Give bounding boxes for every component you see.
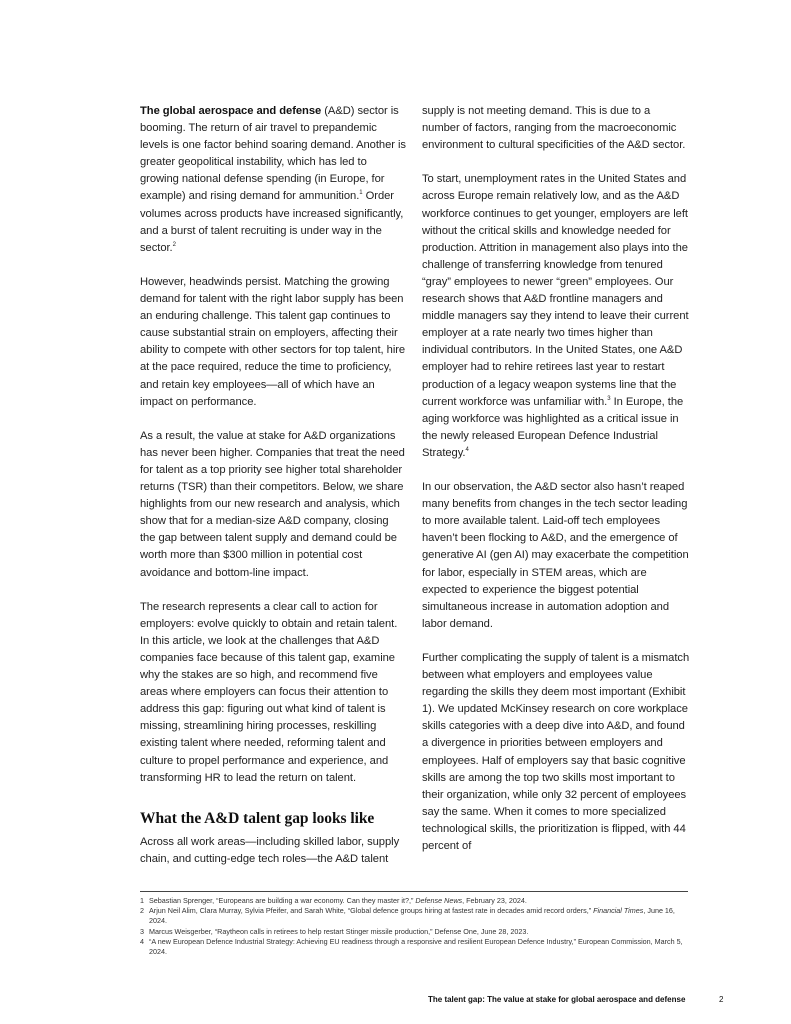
body-paragraph: Further complicating the supply of talent is a mismatch between what employers and employees value regarding the skills they deem most important (Exhibit 1). We updated McKinsey research on core workplace skills categories with a deep dive into A&D, and found a divergence in priorities between employers and employees. Half of employers say that basic cognitive skills are among the top two skills most important to their organization, while only 32 percent of employees say the same. When it comes to more specialized technological skills, the prioritization is flipped, with 44 percent of (422, 652, 690, 853)
section-heading: What the A&D talent gap looks like (140, 809, 375, 827)
footnotes (140, 896, 688, 957)
footnote-item: 4 “A new European Defence Industrial Strategy: Achieving EU readiness through a responsive and resilient European Defence Industry,” European Commission, March 5, 2024. (140, 936, 683, 957)
body-paragraph: As a result, the value at stake for A&D organizations has never been higher. Companies that treat the need for talent as a top priority see higher total shareholder returns (TSR) than their competitors. Below, we share highlights from our new research and analysis, which show that for a median-size A&D company, closing the gap between talent supply and demand could be worth more than $300 million in potential cost avoidance and bottom-line impact. (140, 429, 405, 579)
body-paragraph: However, headwinds persist. Matching the growing demand for talent with the right labor supply has been an enduring challenge. This talent gap continues to cause substantial strain on employers, affecting their ability to compete with other sectors for top talent, hire at the pace required, reduce the time to proficiency, and retain key employees—all of which have an impact on performance. (140, 275, 406, 408)
body-paragraph: The research represents a clear call to action for employers: evolve quickly to obtain and retain talent. In this article, we look at the challenges that A&D companies face because of this talent gap, examine why the stakes are so high, and recommend five areas where employers can focus their attention to address this gap: figuring out what kind of talent is missing, streamlining hiring processes, reskilling existing talent where needed, reforming talent and culture to propel performance and experience, and transforming HR to lead the return on talent. (140, 600, 398, 784)
footnote-item: 1 Sebastian Sprenger, “Europeans are building a war economy. Can they master it?,” Defense News, February 23, 2024. (140, 896, 527, 905)
footnote-ref-3[interactable]: 3 (607, 395, 611, 402)
body-paragraph: Across all work areas—including skilled labor, supply chain, and cutting-edge tech roles—the A&D talent (140, 835, 400, 865)
intro-paragraph: The global aerospace and defense (A&D) sector is booming. The return of air travel to prepandemic levels is one factor behind soaring demand. Another is greater geopolitical instability, which has led to growing national defense spending (in Europe, for example) and rising demand for ammunition.$^1$ Order volumes across products have increased significantly, and a burst of talent recruiting is under way in the sector.$^2$ (140, 105, 406, 254)
left-column (140, 103, 407, 885)
page-number: 2 (719, 995, 724, 1004)
footnote-item: 3 Marcus Weisgerber, “Raytheon calls in retirees to help restart Stinger missile production,” Defense One, June 28, 2023. (140, 926, 529, 936)
footnote-ref-1[interactable]: 1 (359, 190, 363, 197)
intro-lead: The global aerospace and defense (140, 105, 322, 117)
body-paragraph: supply is not meeting demand. This is due to a number of factors, ranging from the macroeconomic environment to cultural specificities of the A&D sector. (422, 105, 686, 152)
footnote-divider (140, 891, 688, 892)
footnote-item: 2 Arjun Neil Alim, Clara Murray, Sylvia Pfeifer, and Sarah White, “Global defence groups hiring at fastest rate in decades amid record orders,” Financial Times, June 16, 2024. (140, 906, 675, 926)
body-paragraph: To start, unemployment rates in the United States and across Europe remain relatively low, and as the A&D workforce continues to get younger, employers are left without the critical skills and knowledge needed for production. Attrition in management also plays into the challenge of transferring knowledge from tenured “gray” employees to newer “green” employees. Our research shows that A&D frontline managers and middle managers say they intend to leave their current employer at a rate nearly two times higher than individual contributors. In the United States, one A&D employer had to rehire retirees last year to restart production of a legacy weapon systems line that the current workforce was unfamiliar with.$^3$ In Europe, the aging workforce was highlighted as a critical issue in the newly released European Defence Industrial Strategy.$^4$ (422, 173, 689, 459)
footnote-ref-4[interactable]: 4 (465, 446, 469, 453)
right-column (422, 103, 690, 872)
footnote-ref-2[interactable]: 2 (172, 241, 176, 248)
footer-title: The talent gap: The value at stake for global aerospace and defense (428, 995, 686, 1004)
body-paragraph: In our observation, the A&D sector also hasn’t reaped many benefits from changes in the tech sector leading to more available talent. Laid-off tech employees haven’t been flocking to A&D, and the emergence of generative AI (gen AI) may exacerbate the competition for labor, especially in STEM areas, which are expected to experience the biggest potential simultaneous increase in automation adoption and labor demand. (422, 481, 689, 630)
